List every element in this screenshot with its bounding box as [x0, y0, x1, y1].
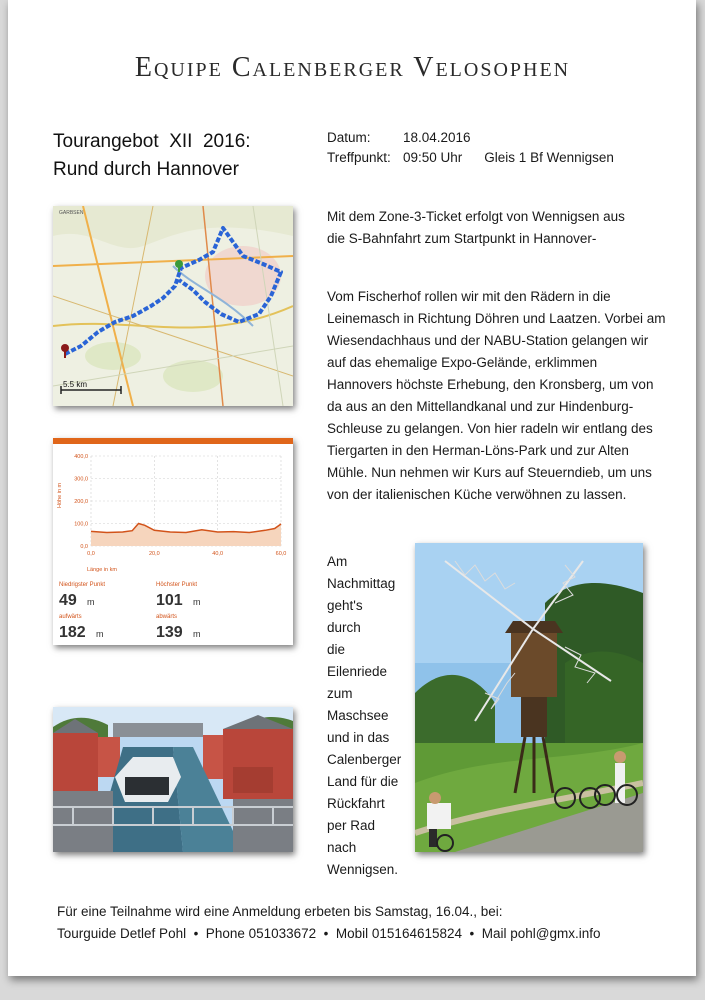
stat-up-unit: m [96, 629, 104, 639]
afternoon-line: Land für die [327, 774, 399, 789]
afternoon-line: per Rad [327, 818, 376, 833]
y-tick-label: 400,0 [74, 454, 88, 460]
y-axis-label: Höhe in m [57, 482, 63, 508]
tour-title [53, 128, 251, 184]
windmill-photo [415, 543, 643, 852]
afternoon-line: und in das [327, 730, 390, 745]
x-tick-label: 0,0 [87, 551, 95, 557]
stat-down-unit: m [193, 629, 201, 639]
route-map [53, 206, 293, 406]
map-label: GARBSEN [59, 210, 84, 216]
description-line: Leinemasch in Richtung Döhren und Laatzen. Vorbei am [327, 311, 666, 326]
footer [57, 901, 601, 945]
description-line: von der italienischen Küche verwöhnen zu lassen. [327, 487, 627, 502]
stat-high-value: 101 [156, 592, 183, 609]
stat-high-label: Höchster Punkt [156, 582, 198, 588]
description-line: Wiesendachhaus und der NABU-Station gelangen wir [327, 333, 649, 348]
stat-down-label: abwärts [156, 614, 178, 620]
afternoon-line: Nachmittag [327, 576, 396, 591]
tour-title-line1: Tourangebot XII 2016: [53, 131, 251, 152]
description-line: Tiergarten in den Herman-Löns-Park und zur Alten [327, 443, 629, 458]
description-line: Hannovers höchste Erhebung, den Kronsberg, um von [327, 377, 654, 392]
lock-photo [53, 707, 293, 852]
afternoon-line: Eilenriede [327, 664, 388, 679]
afternoon-line: zum [327, 686, 353, 701]
description-line: Schleuse zu gelangen. Von hier radeln wir entlang des [327, 421, 653, 436]
map-scale: 5.5 km [63, 380, 88, 389]
y-tick-label: 100,0 [74, 521, 88, 528]
tour-title-line2: Rund durch Hannover [53, 159, 239, 180]
y-tick-label: 300,0 [74, 476, 88, 483]
y-tick-label: 0,0 [80, 544, 88, 550]
page-title: Equipe Calenberger Velosophen [134, 52, 571, 83]
x-tick-label: 40,0 [212, 551, 224, 557]
afternoon-line: nach [327, 840, 357, 855]
stat-low-unit: m [87, 597, 95, 607]
meeting-place: Gleis 1 Bf Wennigsen [484, 150, 614, 165]
date-label: Datum: [327, 130, 371, 145]
intro-text [327, 206, 625, 250]
intro-line: die S-Bahnfahrt zum Startpunkt in Hannover- [327, 231, 597, 246]
x-axis-label: Länge in km [87, 567, 117, 573]
footer-registration: Für eine Teilnahme wird eine Anmeldung erbeten bis Samstag, 16.04., bei: [57, 904, 503, 919]
x-tick-label: 20,0 [148, 551, 160, 557]
stat-down-value: 139 [156, 624, 183, 641]
meeting-info [327, 128, 614, 168]
afternoon-line: Maschsee [327, 708, 389, 723]
stat-low-value: 49 [59, 592, 77, 609]
description-line: da aus an den Mittellandkanal und zur Hindenburg- [327, 399, 634, 414]
afternoon-line: Calenberger [327, 752, 402, 767]
meeting-time: 09:50 Uhr [403, 150, 463, 165]
intro-line: Mit dem Zone-3-Ticket erfolgt von Wennigsen aus [327, 209, 625, 224]
afternoon-line: Wennigsen. [327, 862, 399, 877]
stat-low-label: Niedrigster Punkt [59, 582, 106, 588]
description-text [327, 286, 665, 506]
description-line: Mühle. Nun nehmen wir Kurs auf Steuerndieb, um uns [327, 465, 652, 480]
afternoon-line: Rückfahrt [327, 796, 385, 811]
elevation-profile [53, 438, 293, 645]
stat-up-value: 182 [59, 624, 86, 641]
afternoon-line: Am [327, 554, 348, 569]
stat-high-unit: m [193, 597, 201, 607]
afternoon-text [327, 551, 402, 881]
stat-up-label: aufwärts [59, 614, 82, 620]
description-line: auf das ehemalige Expo-Gelände, erklimmen [327, 355, 598, 370]
afternoon-line: die [327, 642, 346, 657]
meeting-label: Treffpunkt: [327, 150, 391, 165]
date-value: 18.04.2016 [403, 130, 471, 145]
footer-contact: Tourguide Detlef Pohl • Phone 051033672 • Mobil 015164615824 • Mail pohl@gmx.info [57, 926, 601, 941]
afternoon-line: geht's durch [327, 598, 363, 635]
y-tick-label: 200,0 [74, 499, 88, 505]
x-tick-label: 60,0 [275, 551, 287, 557]
description-line: Vom Fischerhof rollen wir mit den Rädern in die [327, 289, 611, 304]
